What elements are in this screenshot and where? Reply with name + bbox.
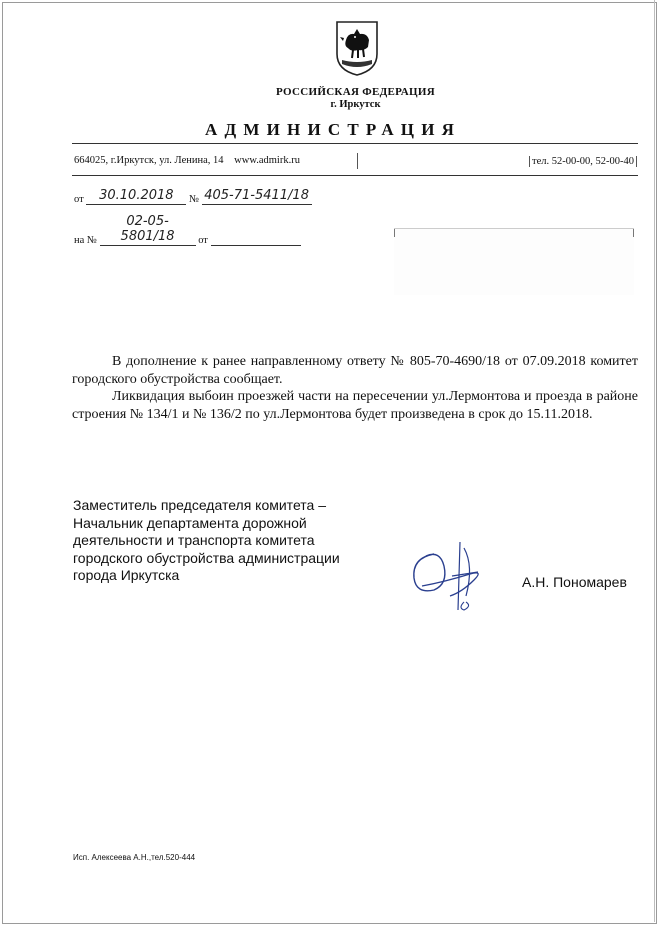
contacts-divider xyxy=(72,175,638,176)
signer-position-line: деятельности и транспорта комитета xyxy=(73,532,315,549)
reply-number: 02-05-5801/18 xyxy=(120,214,175,244)
body-paragraph: Ликвидация выбоин проезжей части на пересечении ул.Лермонтова и проезда в районе строения № 134/1 и № 136/2 по ул.Лермонтова будет произведена в срок до 15.11.2018. xyxy=(72,389,638,422)
signer-name: А.Н. Пономарев xyxy=(522,574,627,590)
page-frame xyxy=(2,2,657,924)
in-reply-label: на № xyxy=(74,235,97,246)
postal-address: 664025, г.Иркутск, ул. Ленина, 14 xyxy=(74,155,224,166)
addressee-redacted xyxy=(394,228,634,295)
header-divider xyxy=(72,143,638,144)
address-bracket xyxy=(357,153,358,169)
website-link: www.admirk.ru xyxy=(234,155,300,166)
outgoing-date: 30.10.2018 xyxy=(99,188,174,203)
signer-position-line: города Иркутска xyxy=(73,567,180,584)
signer-position-line: Начальник департамента дорожной xyxy=(73,514,307,531)
address-line xyxy=(74,155,300,166)
signer-position-line: городского обустройства администрации xyxy=(73,549,340,566)
executor-note: Исп. Алексеева А.Н.,тел.520-444 xyxy=(73,853,196,862)
country-name: РОССИЙСКАЯ ФЕДЕРАЦИЯ xyxy=(276,86,435,98)
city-name: г. Иркутск xyxy=(330,99,381,110)
signer-position-line: Заместитель председателя комитета – xyxy=(73,497,326,513)
reply-date-field xyxy=(211,230,301,246)
handwritten-signature xyxy=(404,536,496,616)
document-title: АДМИНИСТРАЦИЯ xyxy=(205,120,462,139)
outgoing-date-field xyxy=(86,188,186,205)
page-edge xyxy=(654,0,655,922)
from-label: от xyxy=(74,194,84,205)
letter-body xyxy=(72,353,638,423)
outgoing-number-field xyxy=(202,188,312,205)
outgoing-registration xyxy=(74,188,312,205)
outgoing-number: 405-71-5411/18 xyxy=(204,188,309,203)
signer-position xyxy=(73,497,373,585)
reply-from-label: от xyxy=(198,235,208,246)
incoming-reference xyxy=(74,214,301,246)
body-paragraph: В дополнение к ранее направленному ответу № 805-70-4690/18 от 07.09.2018 комитет городского обустройства сообщает. xyxy=(72,354,638,387)
reply-number-field xyxy=(100,214,196,246)
phone-numbers: тел. 52-00-00, 52-00-40 xyxy=(529,156,637,167)
irkutsk-coat-of-arms-icon xyxy=(334,20,380,76)
number-label: № xyxy=(188,194,199,205)
